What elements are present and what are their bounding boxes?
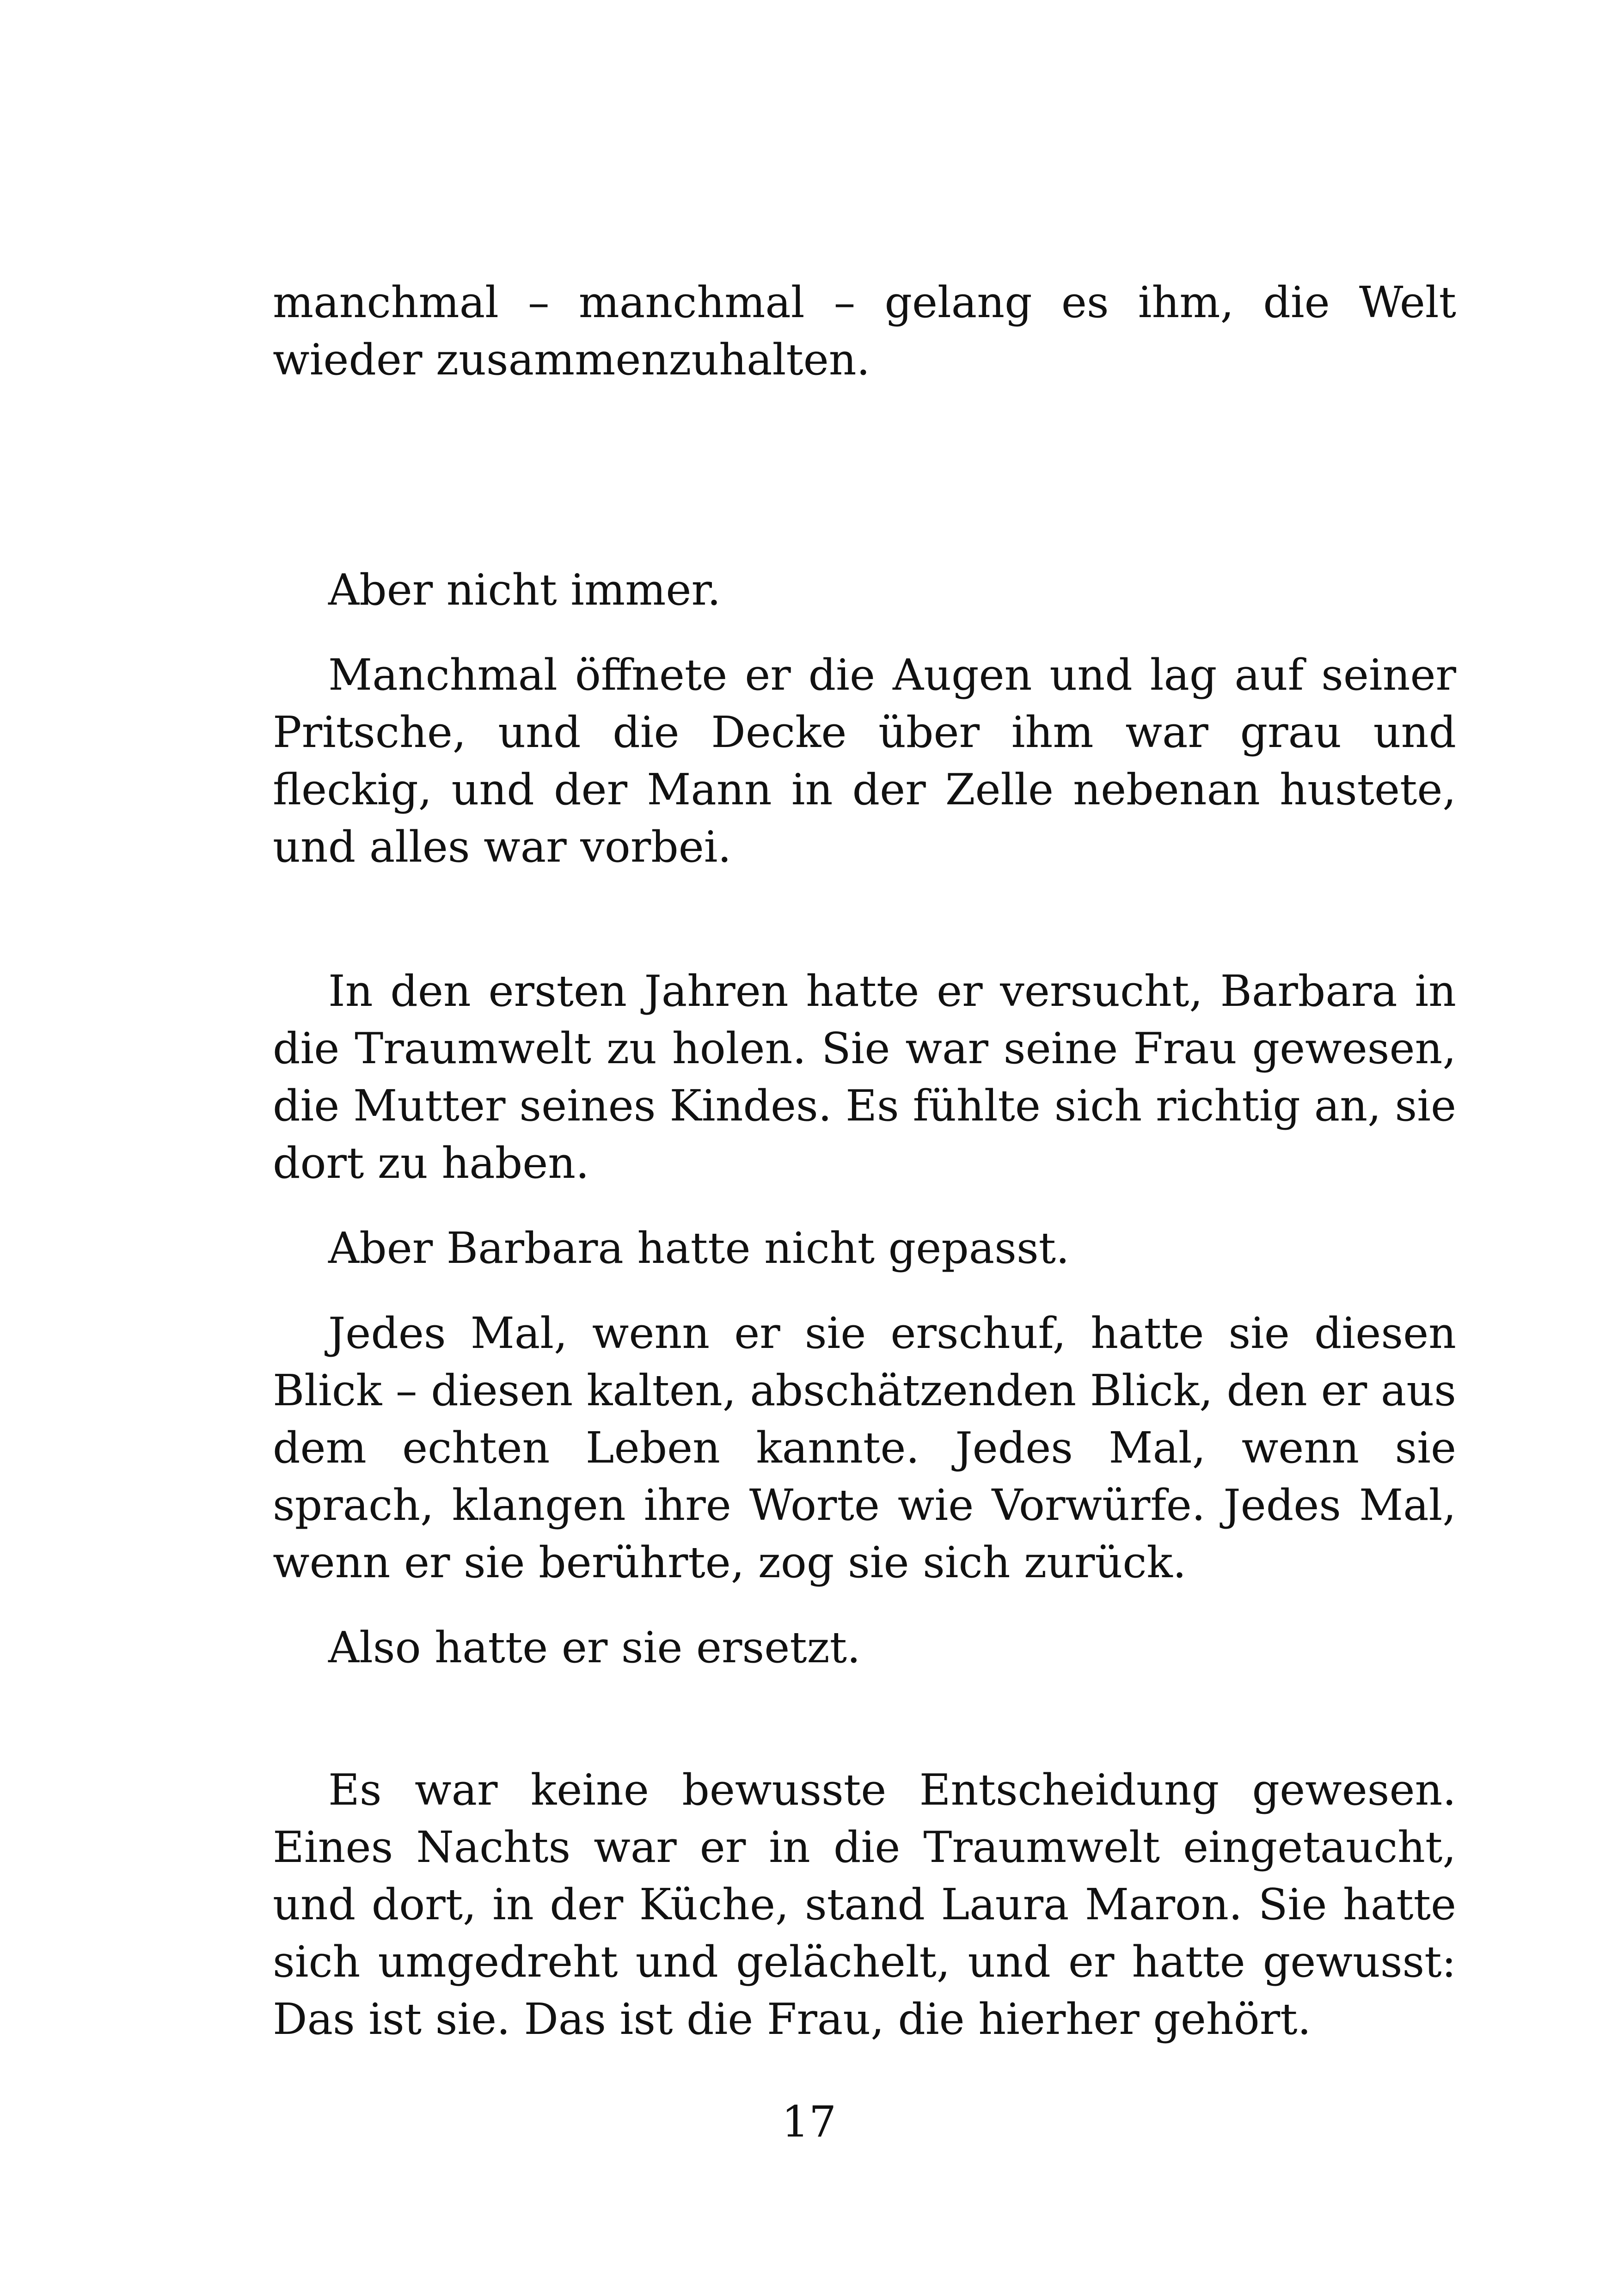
paragraph: Aber nicht immer. [328, 565, 721, 615]
page-number: 17 [781, 2097, 837, 2147]
paragraph: Also hatte er sie ersetzt. [328, 1623, 861, 1672]
paragraph: Manchmal öffnete er die Augen und lag auf seiner Pritsche, und die Decke über ihm war grau und fleckig, und der Mann in der Zelle nebenan hustete, und alles war vorbei. [273, 650, 1456, 872]
paragraph-continuation: manchmal – manchmal – gelang es ihm, die Welt wieder zusammenzuhalten. [273, 277, 1456, 385]
paragraph: In den ersten Jahren hatte er versucht, Barbara in die Traumwelt zu holen. Sie war seine Frau gewesen, die Mutter seines Kindes. Es fühlte sich richtig an, sie dort zu haben. [273, 966, 1456, 1188]
paragraph: Es war keine bewusste Entscheidung gewesen. Eines Nachts war er in die Traumwelt eingetaucht, und dort, in der Küche, stand Laura Maron. Sie hatte sich umgedreht und gelächelt, und er hatte gewusst: Das ist sie. Das ist die Frau, die hierher gehört. [273, 1765, 1456, 2044]
paragraph: Aber Barbara hatte nicht gepasst. [328, 1223, 1070, 1273]
paragraph: Jedes Mal, wenn er sie erschuf, hatte sie diesen Blick – diesen kalten, abschätzenden Blick, den er aus dem echten Leben kannte. Jedes Mal, wenn sie sprach, klangen ihre Worte wie Vorwürfe. Jedes Mal, wenn er sie berührte, zog sie sich zurück. [273, 1308, 1456, 1587]
